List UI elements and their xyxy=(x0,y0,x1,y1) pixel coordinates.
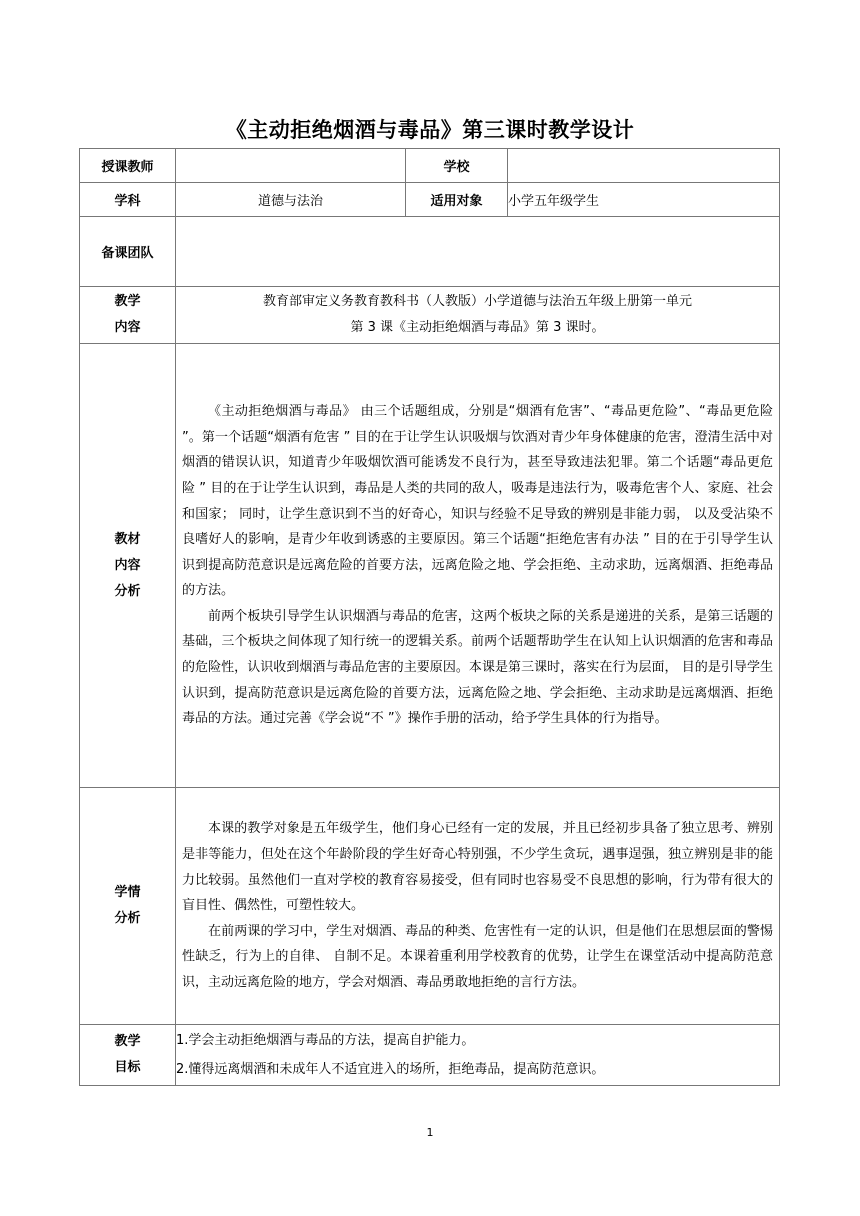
goal-item-2: 2.懂得远离烟酒和未成年人不适宜进入的场所，拒绝毒品，提高防范意识。 xyxy=(176,1062,605,1077)
content-line-1: 教育部审定义务教育教科书（人教版）小学道德与法治五年级上册第一单元 xyxy=(262,294,692,309)
content-label-line-1: 教学 xyxy=(114,294,141,309)
learner-label-line-1: 学情 xyxy=(114,885,141,900)
learner-value xyxy=(176,788,780,1025)
analysis-paragraph-2: 前两个板块引导学生认识烟酒与毒品的危害，这两个板块之际的关系是递进的关系，是第三话题的基础，三个板块之间体现了知行统一的逻辑关系。前两个话题帮助学生在认知上认识烟酒的危害和毒品的危险性，认识收到烟酒与毒品危害的主要原因。本课是第三课时，落实在行为层面， 目的是引导学生认识到，提高防范意识是远离危险的首要方法，远离危险之地、学会拒绝、主动求助是远离烟酒、拒绝毒品的方法。通过完善《学会说“不 ”》操作手册的活动，给予学生具体的行为指导。 xyxy=(182,608,773,727)
learner-paragraph-2: 在前两课的学习中，学生对烟酒、毒品的种类、危害性有一定的认识，但是他们在思想层面的警惕性缺乏，行为上的自律、 自制不足。本课着重利用学校教育的优势，让学生在课堂活动中提高防范意识，主动远离危险的地方，学会对烟酒、毒品勇敢地拒绝的言行方法。 xyxy=(182,923,773,990)
row-analysis xyxy=(80,344,780,788)
analysis-label-line-2: 内容 xyxy=(114,557,141,573)
analysis-value xyxy=(176,344,780,788)
analysis-label-line-1: 教材 xyxy=(114,531,141,547)
analysis-paragraph-1: 《主动拒绝烟酒与毒品》 由三个话题组成，分别是“烟酒有危害”、“毒品更危险”、“毒品更危险 ”。第一个话题“烟酒有危害 ” 目的在于让学生认识吸烟与饮酒对青少年身体健康的危害，澄清生活中对烟酒的错误认识，知道青少年吸烟饮酒可能诱发不良行为，甚至导致违法犯罪。第二个话题“毒品更危险 ” 目的在于让学生认识到，毒品是人类的共同的敌人，吸毒是违法行为，吸毒危害个人、家庭、社会和国家； 同时，让学生意识到不当的好奇心，知识与经验不足导致的辨别是非能力弱， 以及受沾染不良嗜好人的影响，是青少年收到诱惑的主要原因。第三个话题“拒绝危害有办法 ” 目的在于引导学生认识到提高防范意识是远离危险的首要方法，远离危险之地、学会拒绝、主动求助，远离烟酒、拒绝毒品的方法。 xyxy=(182,404,773,599)
goals-label-line-1: 教学 xyxy=(114,1034,141,1049)
content-line-2: 第 3 课《主动拒绝烟酒与毒品》第 3 课时。 xyxy=(350,320,605,335)
content-label-line-2: 内容 xyxy=(114,320,141,335)
learner-paragraph-1: 本课的教学对象是五年级学生，他们身心已经有一定的发展，并且已经初步具备了独立思考、辨别是非等能力，但处在这个年龄阶段的学生好奇心特别强，不少学生贪玩，遇事逞强，独立辨别是非的能力比较弱。虽然他们一直对学校的教育容易接受，但有同时也容易受不良思想的影响，行为带有很大的盲目性、偶然性，可塑性较大。 xyxy=(182,821,773,914)
row-teacher xyxy=(80,149,780,183)
audience-label: 适用对象 xyxy=(406,183,508,217)
content-label xyxy=(80,287,176,344)
goals-label xyxy=(80,1025,176,1086)
teacher-value xyxy=(176,149,406,183)
goals-value xyxy=(176,1025,780,1086)
subject-label: 学科 xyxy=(80,183,176,217)
analysis-label xyxy=(80,344,176,788)
goal-item-1: 1.学会主动拒绝烟酒与毒品的方法，提高自护能力。 xyxy=(176,1033,475,1048)
learner-label xyxy=(80,788,176,1025)
row-goals xyxy=(80,1025,780,1086)
team-label: 备课团队 xyxy=(80,217,176,287)
content-value xyxy=(176,287,780,344)
subject-value: 道德与法治 xyxy=(176,183,406,217)
audience-value: 小学五年级学生 xyxy=(508,183,780,217)
row-subject xyxy=(80,183,780,217)
row-content xyxy=(80,287,780,344)
row-learner xyxy=(80,788,780,1025)
row-team xyxy=(80,217,780,287)
school-label: 学校 xyxy=(406,149,508,183)
school-value xyxy=(508,149,780,183)
lesson-plan-table xyxy=(79,148,780,1086)
teacher-label: 授课教师 xyxy=(80,149,176,183)
page-number: 1 xyxy=(426,1126,434,1139)
learner-label-line-2: 分析 xyxy=(114,911,141,926)
analysis-label-line-3: 分析 xyxy=(114,583,141,599)
goals-label-line-2: 目标 xyxy=(114,1060,141,1075)
document-title: 《主动拒绝烟酒与毒品》第三课时教学设计 xyxy=(225,118,635,142)
team-value xyxy=(176,217,780,287)
